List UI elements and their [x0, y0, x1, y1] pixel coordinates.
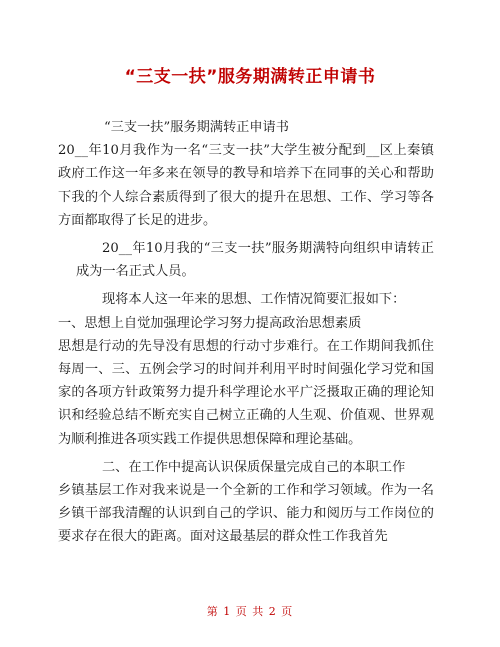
- section-heading-2: 二、在工作中提高认识保质保量完成自己的本职工作: [102, 459, 406, 475]
- paragraph-intro: 20__年10月我作为一名“三支一扶”大学生被分配到__区上秦镇政府工作这一年多来在领导的教导和培养下在同事的关心和帮助下我的个人综合素质得到了很大的提升在思想、工作、学习等各方面都取得了长足的进步。: [58, 143, 434, 228]
- document-body: [58, 116, 434, 549]
- paragraph-section-1: 思想是行动的先导没有思想的行动寸步难行。在工作期间我抓住每周一、三、五例会学习的时间并利用平时时间强化学习党和国家的各项方针政策努力提升科学理论水平广泛摄取正确的理论知识和经验总结不断充实自己树立正确的人生观、价值观、世界观为顺利推进各项实践工作提供思想保障和理论基础。: [58, 338, 434, 447]
- page-footer: 第 1 页 共 2 页: [206, 605, 294, 618]
- section-heading-1: 一、思想上自觉加强理论学习努力提高政治思想素质: [58, 315, 362, 331]
- paragraph-subtitle: “三支一扶”服务期满转正申请书: [104, 120, 289, 135]
- paragraph-report-intro: 现将本人这一年来的思想、工作情况简要汇报如下：: [102, 292, 406, 308]
- paragraph-section-2: 乡镇基层工作对我来说是一个全新的工作和学习领域。作为一名乡镇干部我清醒的认识到自己的学识、能力和阅历与工作岗位的要求存在很大的距离。面对这最基层的群众性工作我首先: [58, 483, 434, 545]
- document-title: “三支一扶”服务期满转正申请书: [124, 67, 376, 87]
- paragraph-application: 20__年10月我的“三支一扶”服务期满特向组织申请转正成为一名正式人员。: [76, 241, 434, 280]
